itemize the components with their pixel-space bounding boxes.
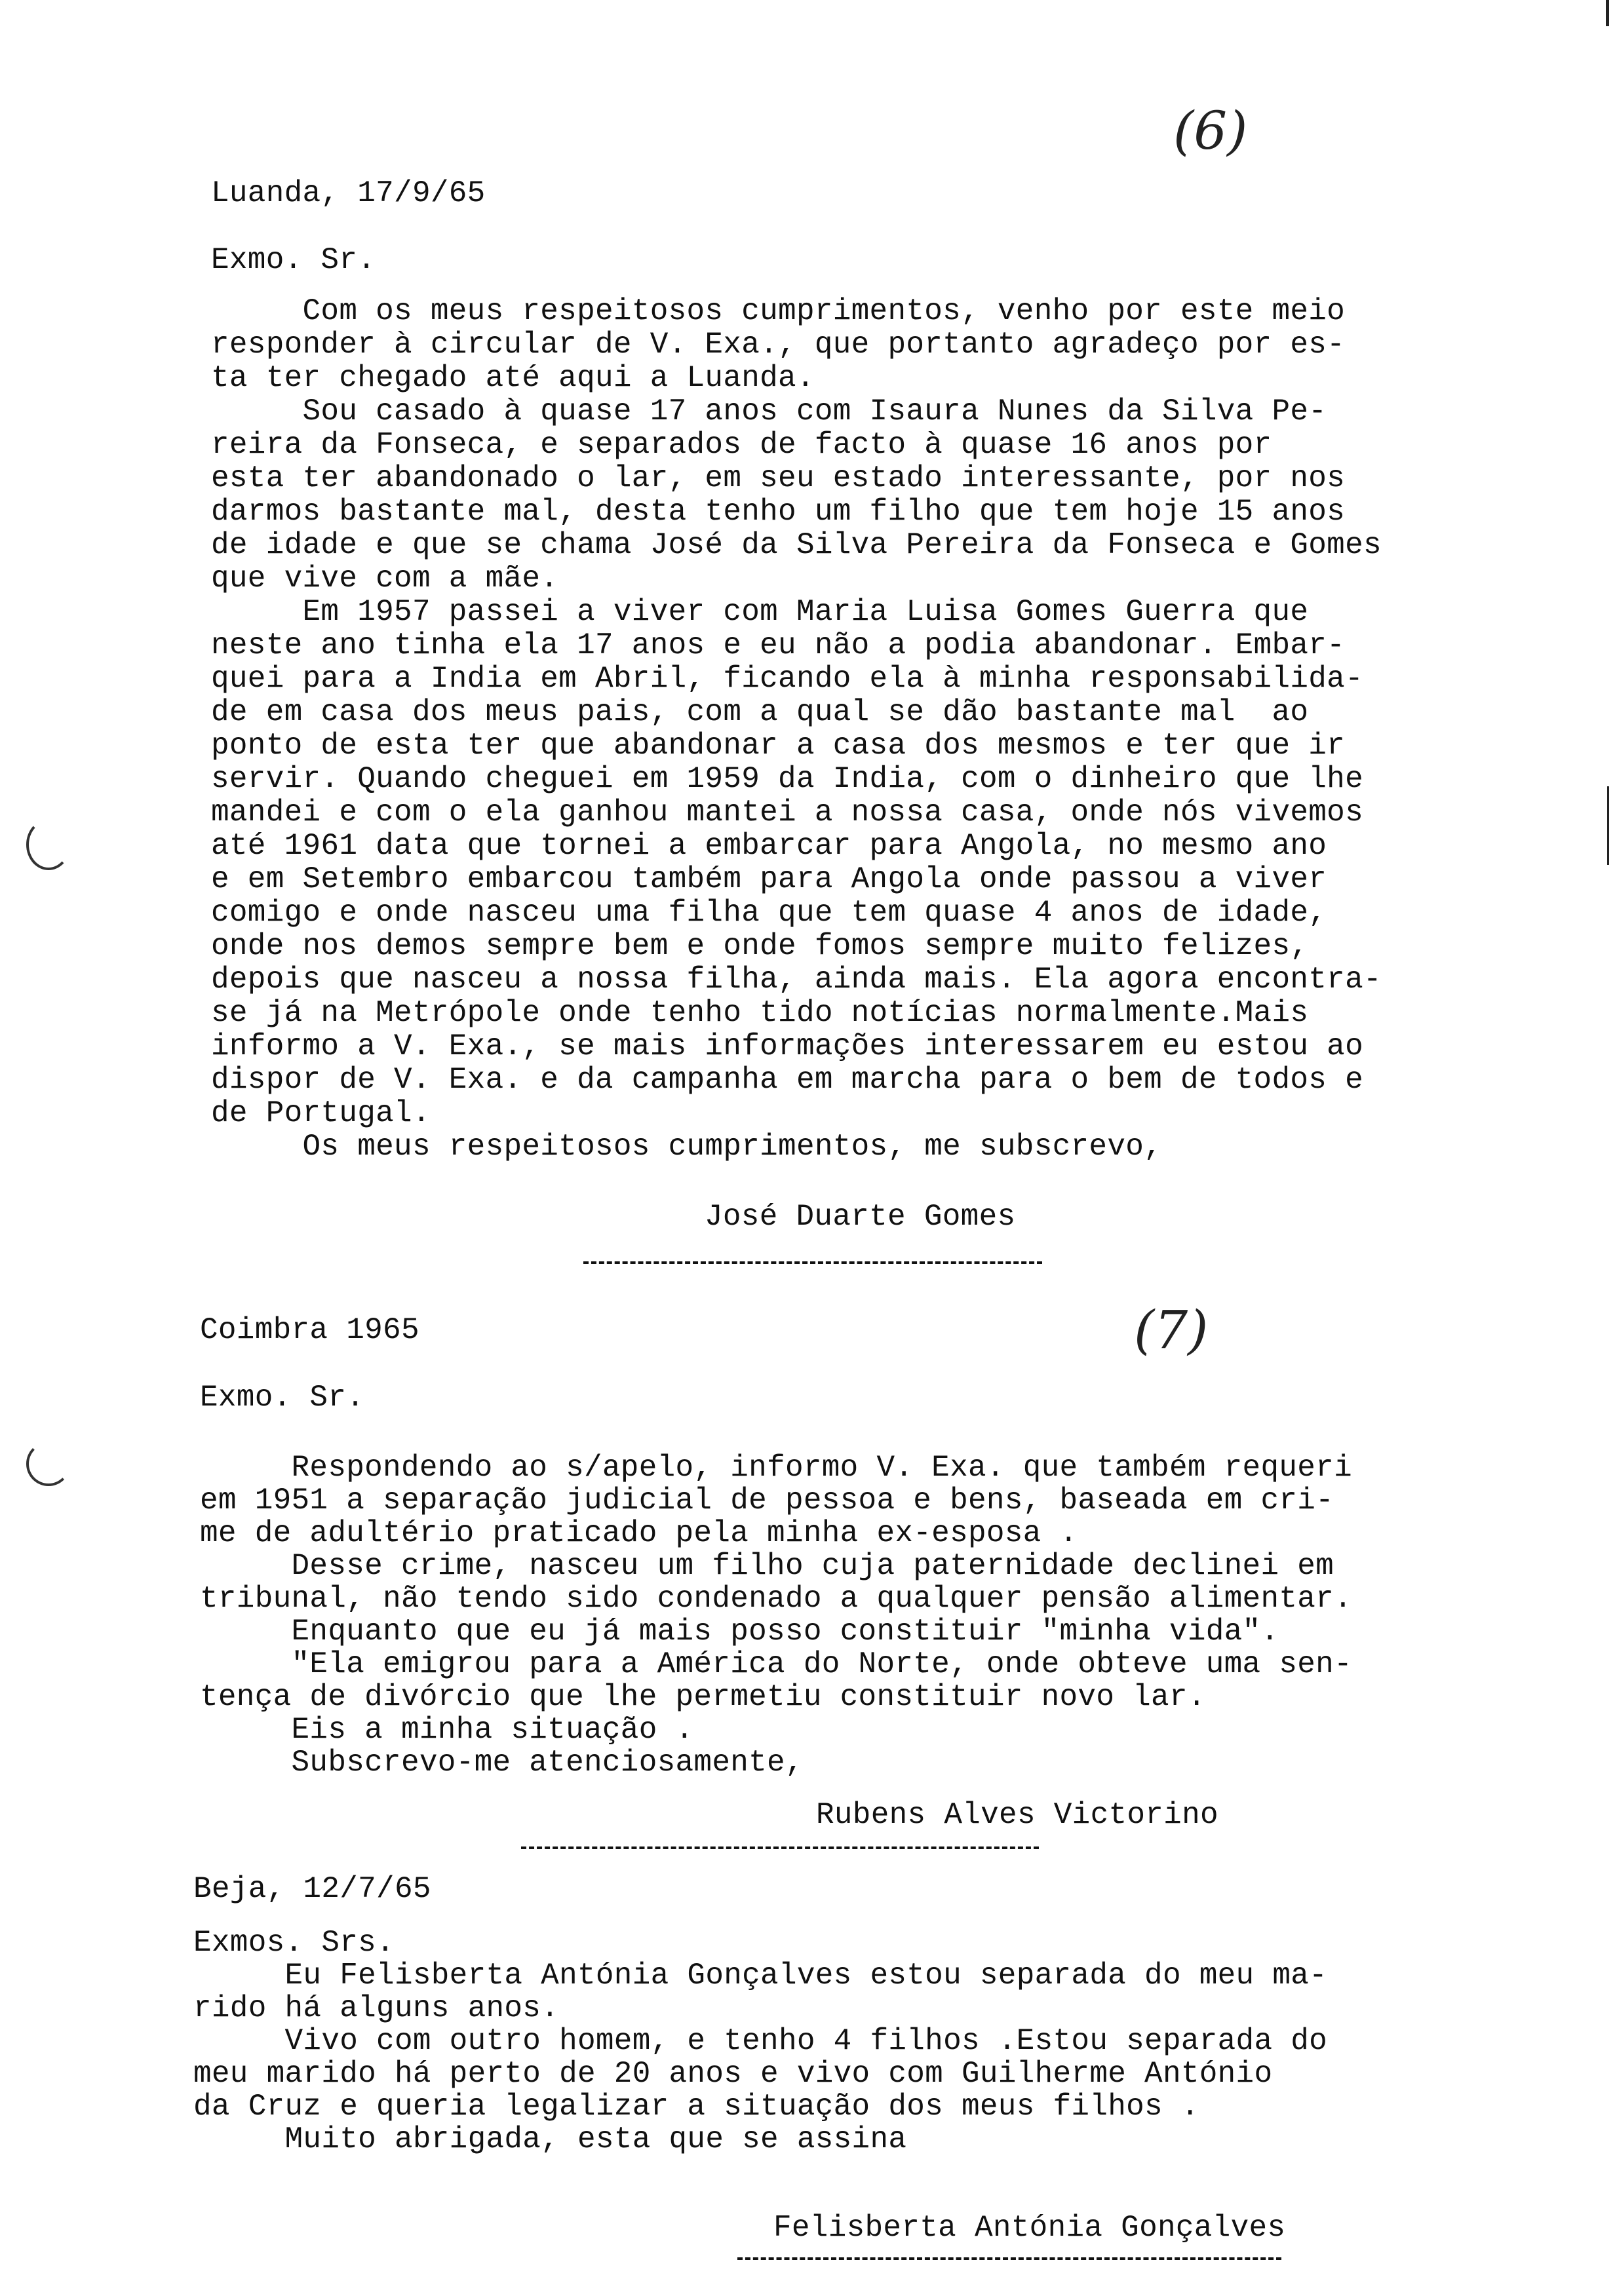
- letter1-body-line: Com os meus respeitosos cumprimentos, venho por este meio: [211, 294, 1346, 328]
- letter3-body-line: meu marido há perto de 20 anos e vivo com Guilherme António: [193, 2057, 1273, 2091]
- letter1-body-line: responder à circular de V. Exa., que portanto agradeço por es-: [211, 328, 1346, 362]
- letter2-body-line: em 1951 a separação judicial de pessoa e bens, baseada em cri-: [200, 1483, 1334, 1518]
- handwritten-number-7: (7): [1134, 1299, 1209, 1360]
- letter1-place-date: Luanda, 17/9/65: [211, 176, 486, 210]
- letter1-body-line: ponto de esta ter que abandonar a casa dos mesmos e ter que ir: [211, 729, 1346, 763]
- margin-bracket-mark-2: [26, 1442, 71, 1486]
- letter3-body-line: da Cruz e queria legalizar a situação dos meus filhos .: [193, 2090, 1199, 2124]
- letter1-body-line: dispor de V. Exa. e da campanha em marcha para o bem de todos e: [211, 1063, 1363, 1097]
- margin-bracket-mark: [26, 819, 71, 870]
- letter3-body-line: Eu Felisberta Antónia Gonçalves estou separada do meu ma-: [193, 1959, 1328, 1993]
- letter2-body-line: Respondendo ao s/apelo, informo V. Exa. que também requeri: [200, 1451, 1352, 1485]
- letter3-place-date: Beja, 12/7/65: [193, 1872, 431, 1906]
- letter1-body-line: esta ter abandonado o lar, em seu estado interessante, por nos: [211, 461, 1346, 495]
- letter2-body-line: Eis a minha situação .: [200, 1713, 694, 1747]
- letter1-body-line: comigo e onde nasceu uma filha que tem quase 4 anos de idade,: [211, 896, 1327, 930]
- letter1-body-line: Os meus respeitosos cumprimentos, me subscrevo,: [211, 1130, 1163, 1164]
- letter1-body-line: de em casa dos meus pais, com a qual se dão bastante mal ao: [211, 695, 1309, 729]
- letter1-body-line: depois que nasceu a nossa filha, ainda mais. Ela agora encontra-: [211, 963, 1382, 997]
- letter1-separator-rule: [583, 1261, 1042, 1264]
- letter2-body-line: tença de divórcio que lhe permetiu constituir novo lar.: [200, 1680, 1206, 1714]
- letter1-body-line: se já na Metrópole onde tenho tido notícias normalmente.Mais: [211, 996, 1309, 1030]
- letter1-body-line: de idade e que se chama José da Silva Pereira da Fonseca e Gomes: [211, 528, 1382, 562]
- letter1-body-line: mandei e com o ela ganhou mantei a nossa casa, onde nós vivemos: [211, 795, 1363, 830]
- letter1-body-line: onde nos demos sempre bem e onde fomos sempre muito felizes,: [211, 929, 1309, 963]
- scan-edge-mark-2: [1607, 786, 1609, 865]
- letter2-place-date: Coimbra 1965: [200, 1313, 419, 1347]
- letter1-signature: José Duarte Gomes: [705, 1200, 1016, 1234]
- letter2-salutation: Exmo. Sr.: [200, 1381, 365, 1415]
- letter2-body-line: Desse crime, nasceu um filho cuja paternidade declinei em: [200, 1549, 1334, 1583]
- letter2-body-line: "Ela emigrou para a América do Norte, onde obteve uma sen-: [200, 1647, 1352, 1681]
- letter3-body-line: Muito abrigada, esta que se assina: [193, 2122, 907, 2156]
- letter1-body-line: quei para a India em Abril, ficando ela à minha responsabilida-: [211, 662, 1363, 696]
- letter1-body-line: reira da Fonseca, e separados de facto à quase 16 anos por: [211, 428, 1272, 462]
- letter2-body-line: me de adultério praticado pela minha ex-esposa .: [200, 1516, 1078, 1550]
- letter3-signature-rule: [737, 2257, 1281, 2260]
- letter1-body-line: e em Setembro embarcou também para Angola onde passou a viver: [211, 862, 1327, 896]
- letter1-body-line: ta ter chegado até aqui a Luanda.: [211, 361, 815, 395]
- letter3-signature: Felisberta Antónia Gonçalves: [773, 2211, 1286, 2245]
- letter1-body-line: informo a V. Exa., se mais informações interessarem eu estou ao: [211, 1029, 1363, 1063]
- handwritten-number-6: (6): [1173, 100, 1248, 161]
- letter2-separator-rule: [521, 1846, 1039, 1849]
- letter1-body-line: Em 1957 passei a viver com Maria Luisa Gomes Guerra que: [211, 595, 1309, 629]
- scan-edge-mark: [1606, 0, 1609, 26]
- letter1-body-line: neste ano tinha ela 17 anos e eu não a podia abandonar. Embar-: [211, 628, 1346, 662]
- letter1-salutation: Exmo. Sr.: [211, 243, 376, 277]
- letter1-body-line: de Portugal.: [211, 1096, 431, 1130]
- letter3-body-line: Vivo com outro homem, e tenho 4 filhos .Estou separada do: [193, 2024, 1328, 2058]
- letter1-body-line: que vive com a mãe.: [211, 562, 559, 596]
- letter1-body-line: darmos bastante mal, desta tenho um filho que tem hoje 15 anos: [211, 495, 1346, 529]
- letter2-body-line: Subscrevo-me atenciosamente,: [200, 1746, 804, 1780]
- letter2-signature: Rubens Alves Victorino: [816, 1798, 1218, 1832]
- letter1-body-line: Sou casado à quase 17 anos com Isaura Nunes da Silva Pe-: [211, 394, 1327, 429]
- letter2-body-line: tribunal, não tendo sido condenado a qualquer pensão alimentar.: [200, 1582, 1352, 1616]
- letter1-body-line: até 1961 data que tornei a embarcar para Angola, no mesmo ano: [211, 829, 1327, 863]
- letter3-body-line: rido há alguns anos.: [193, 1991, 560, 2025]
- letter1-body-line: servir. Quando cheguei em 1959 da India, com o dinheiro que lhe: [211, 762, 1363, 796]
- letter2-body-line: Enquanto que eu já mais posso constituir "minha vida".: [200, 1615, 1279, 1649]
- letter3-salutation: Exmos. Srs.: [193, 1926, 395, 1960]
